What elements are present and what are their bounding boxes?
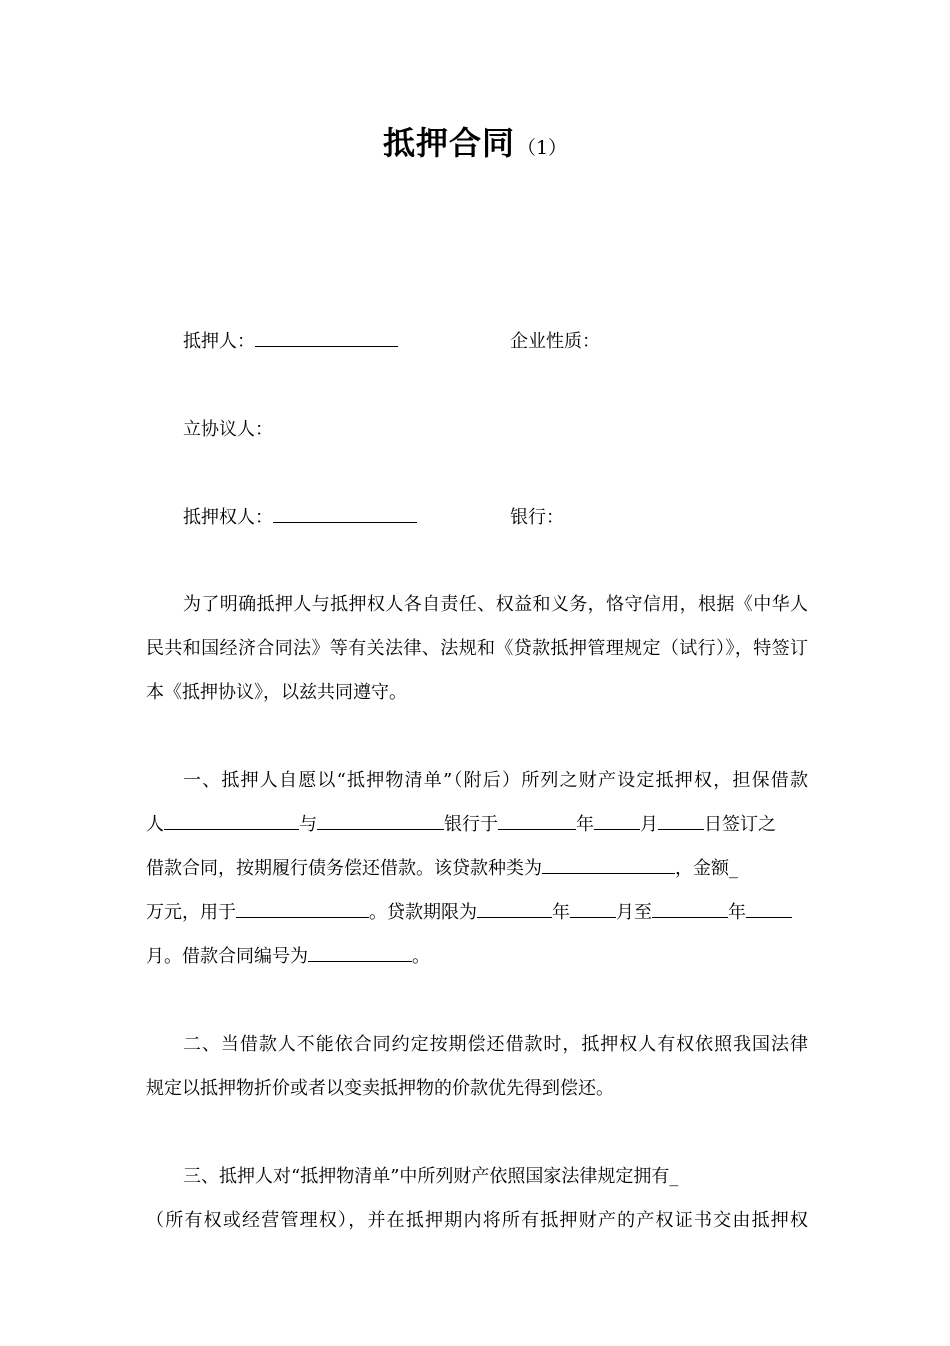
term-end-month-blank bbox=[746, 901, 792, 918]
bank-label: 银行： bbox=[510, 507, 564, 528]
clause1-text: 万元，用于 bbox=[146, 902, 236, 923]
month-blank bbox=[594, 813, 640, 830]
clause1-text: 与 bbox=[299, 814, 317, 835]
contract-number-blank bbox=[308, 945, 412, 962]
clause1-text: 月至 bbox=[616, 902, 652, 923]
document-title bbox=[0, 118, 950, 164]
term-start-year-blank bbox=[477, 901, 552, 918]
clause1-text: 年 bbox=[576, 814, 594, 835]
clause1-text: 月。借款合同编号为 bbox=[146, 946, 308, 967]
year-blank bbox=[498, 813, 576, 830]
clause2-line-1: 二、当借款人不能依合同约定按期偿还借款时，抵押权人有权依照我国法律 bbox=[183, 1034, 808, 1055]
clause1-line-3 bbox=[146, 857, 808, 883]
mortgagee-line bbox=[183, 506, 808, 532]
clause3-line-2: （所有权或经营管理权），并在抵押期内将所有抵押财产的产权证书交由抵押权 bbox=[146, 1210, 808, 1231]
clause1-text: 借款合同，按期履行债务偿还借款。该贷款种类为 bbox=[146, 858, 542, 879]
clause1-line-2 bbox=[146, 813, 808, 839]
clause1-text: 年 bbox=[552, 902, 570, 923]
mortgagor-line bbox=[183, 330, 808, 356]
preamble-line-3: 本《抵押协议》，以兹共同遵守。 bbox=[146, 682, 407, 703]
mortgagee-label: 抵押权人： bbox=[183, 507, 273, 528]
clause1-text: 银行于 bbox=[444, 814, 498, 835]
mortgagor-blank bbox=[255, 330, 398, 347]
day-blank bbox=[658, 813, 704, 830]
clause1-text: 。贷款期限为 bbox=[369, 902, 477, 923]
term-end-year-blank bbox=[652, 901, 728, 918]
purpose-blank bbox=[236, 901, 369, 918]
preamble-line-1: 为了明确抵押人与抵押权人各自责任、权益和义务，恪守信用，根据《中华人 bbox=[183, 594, 808, 615]
clause1-text: ，金额_ bbox=[675, 858, 738, 879]
clause3-line-1: 三、抵押人对“抵押物清单”中所列财产依照国家法律规定拥有_ bbox=[183, 1166, 679, 1187]
loan-type-blank bbox=[542, 857, 675, 874]
agreement-party-label: 立协议人： bbox=[183, 419, 273, 440]
clause1-text: 日签订之 bbox=[704, 814, 776, 835]
title-text: 抵押合同 bbox=[382, 124, 515, 162]
clause1-line-4 bbox=[146, 901, 808, 927]
clause1-text: 年 bbox=[728, 902, 746, 923]
mortgagee-blank bbox=[273, 506, 417, 523]
borrower-blank bbox=[164, 813, 299, 830]
clause2-line-2: 规定以抵押物折价或者以变卖抵押物的价款优先得到偿还。 bbox=[146, 1078, 614, 1099]
title-number: （1） bbox=[516, 137, 568, 159]
enterprise-nature-label: 企业性质： bbox=[510, 331, 600, 352]
preamble-line-2: 民共和国经济合同法》等有关法律、法规和《贷款抵押管理规定（试行）》，特签订 bbox=[146, 638, 808, 659]
clause1-text: 人 bbox=[146, 814, 164, 835]
clause1-text: 月 bbox=[640, 814, 658, 835]
clause1-line-5 bbox=[146, 945, 808, 971]
term-start-month-blank bbox=[570, 901, 616, 918]
clause1-line-1: 一、抵押人自愿以“抵押物清单”（附后）所列之财产设定抵押权，担保借款 bbox=[183, 770, 808, 791]
mortgagor-label: 抵押人： bbox=[183, 331, 255, 352]
clause1-text: 。 bbox=[412, 946, 430, 967]
lender-blank bbox=[317, 813, 444, 830]
